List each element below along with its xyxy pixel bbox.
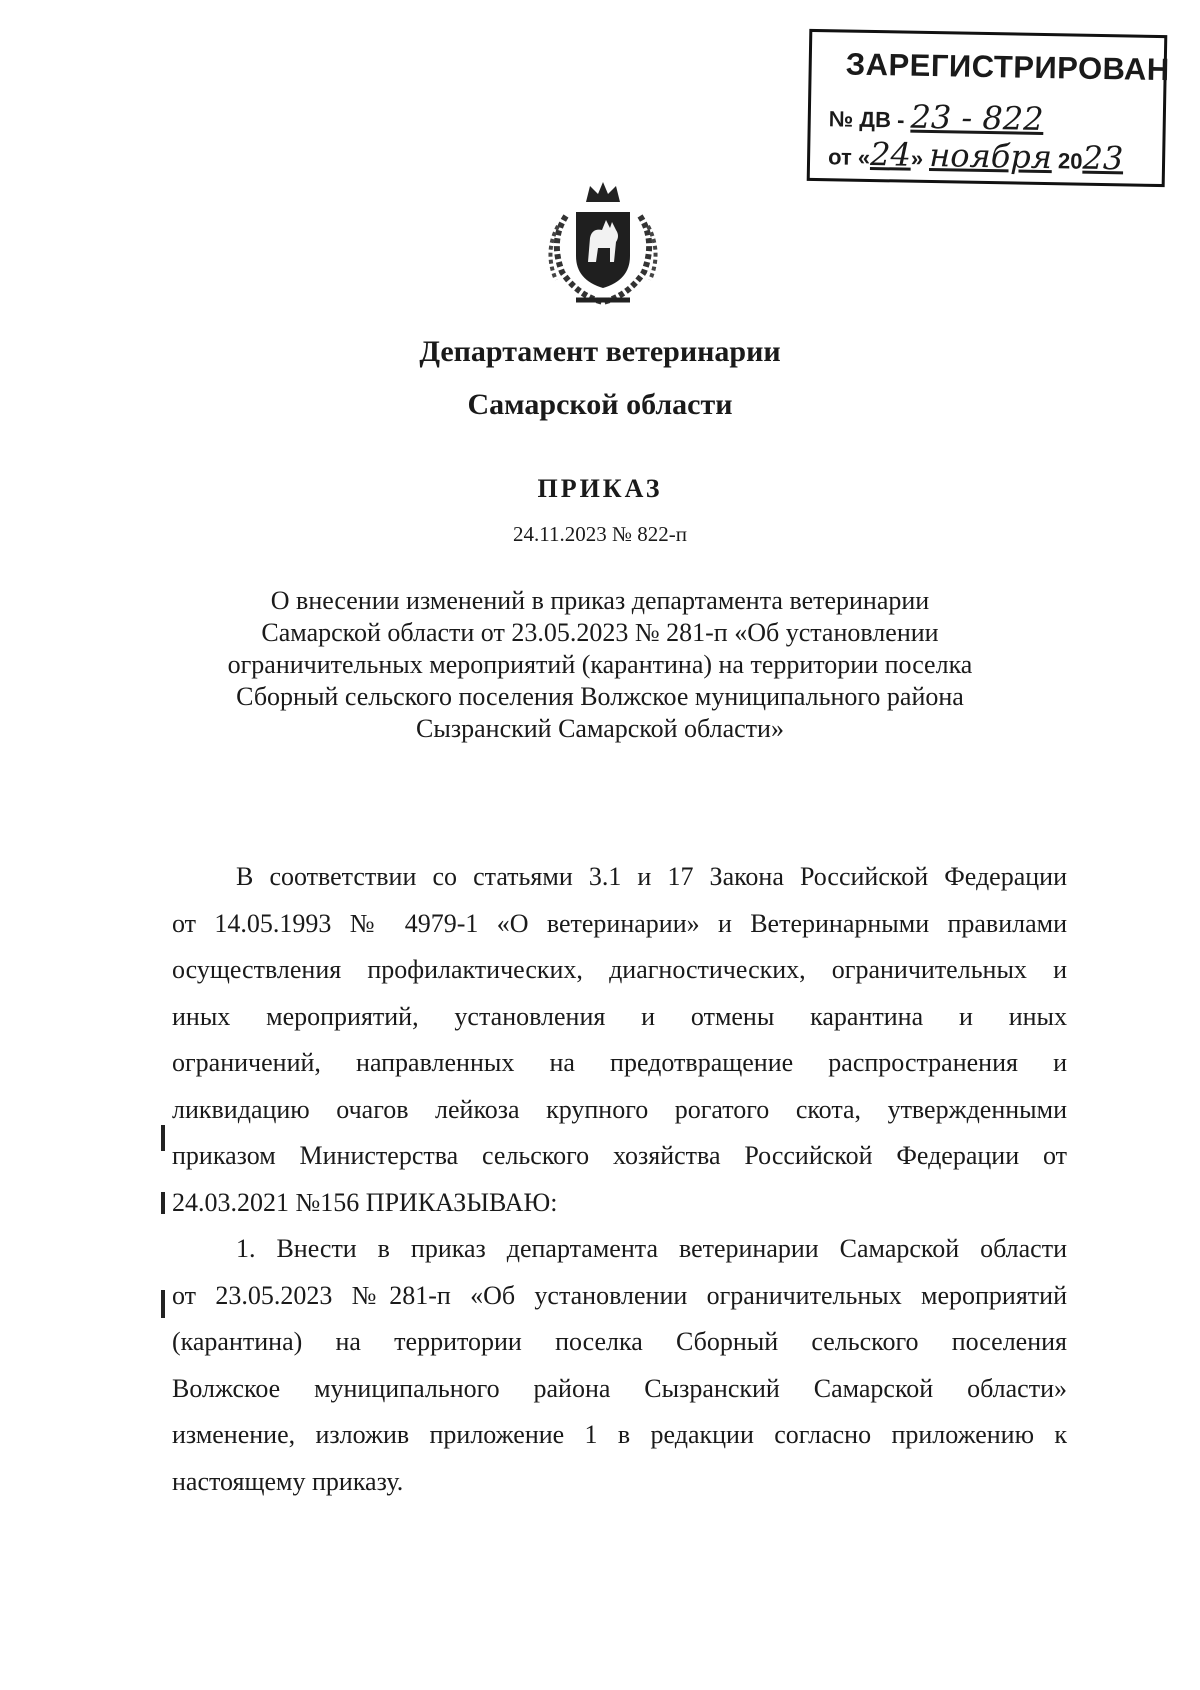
- preamble-line: иных мероприятий, установления и отмены карантина и иных: [172, 1001, 1067, 1031]
- item1-line: (карантина) на территории поселка Сборный сельского поселения: [172, 1327, 1067, 1356]
- preamble-line: 24.03.2021 №156 ПРИКАЗЫВАЮ:: [172, 1187, 558, 1217]
- item1-line: Волжское муниципального района Сызранский Самарской области»: [172, 1373, 1067, 1403]
- scan-margin-mark: [161, 1192, 165, 1214]
- item1-line: настоящему приказу.: [172, 1466, 404, 1496]
- subject-line: Самарской области от 23.05.2023 № 281-п «Об установлении: [261, 618, 939, 647]
- stamp-number-prefix: № ДВ -: [828, 106, 905, 133]
- stamp-date-close: »: [910, 145, 924, 171]
- order-number: 24.11.2023 № 822-п: [513, 522, 687, 546]
- stamp-number-value: 23 - 822: [910, 97, 1044, 138]
- preamble-line: ограничений, направленных на предотвращение распространения и: [172, 1048, 1067, 1077]
- department-name-line2: Самарской области: [467, 388, 733, 421]
- stamp-date-month: ноября: [928, 136, 1053, 177]
- scan-margin-mark: [161, 1290, 165, 1318]
- order-item-1: [172, 1226, 1067, 1505]
- stamp-year-prefix: 20: [1057, 148, 1083, 174]
- order-title: ПРИКАЗ: [537, 474, 663, 503]
- stamp-year-suffix: 23: [1082, 138, 1124, 178]
- scan-margin-mark: [161, 1125, 165, 1151]
- preamble-line: ликвидацию очагов лейкоза крупного рогатого скота, утвержденными: [172, 1094, 1067, 1124]
- subject-line: Сборный сельского поселения Волжское муниципального района: [236, 682, 964, 711]
- coat-of-arms-emblem: [536, 176, 670, 310]
- subject-line: ограничительных мероприятий (карантина) на территории поселка: [227, 650, 973, 679]
- item1-line: 1. Внести в приказ департамента ветеринарии Самарской области: [236, 1234, 1067, 1263]
- stamp-date-row: [828, 134, 1124, 177]
- item1-line: от 23.05.2023 №281-п «Об установлении ограничительных мероприятий: [172, 1280, 1067, 1310]
- department-name-line1: Департамент ветеринарии: [419, 335, 781, 368]
- item1-line: изменение, изложив приложение 1 в редакции согласно приложению к: [172, 1420, 1067, 1449]
- preamble-line: приказом Министерства сельского хозяйства Российской Федерации от: [172, 1141, 1067, 1170]
- stamp-date-prefix: от «: [827, 144, 871, 170]
- subject-line: Сызранский Самарской области»: [416, 714, 784, 743]
- subject-line: О внесении изменений в приказ департамента ветеринарии: [270, 586, 930, 615]
- stamp-title: ЗАРЕГИСТРИРОВАН: [845, 46, 1171, 88]
- stamp-number-row: [829, 96, 1044, 138]
- preamble-line: В соответствии со статьями 3.1 и 17 Закона Российской Федерации: [236, 862, 1067, 891]
- registration-stamp: [807, 29, 1171, 187]
- preamble-line: осуществления профилактических, диагностических, ограничительных и: [172, 955, 1067, 984]
- stamp-date-day: 24: [869, 134, 912, 174]
- preamble-paragraph: [172, 854, 1067, 1226]
- preamble-line: от 14.05.1993 № 4979-1 «О ветеринарии» и Ветеринарными правилами: [172, 908, 1067, 938]
